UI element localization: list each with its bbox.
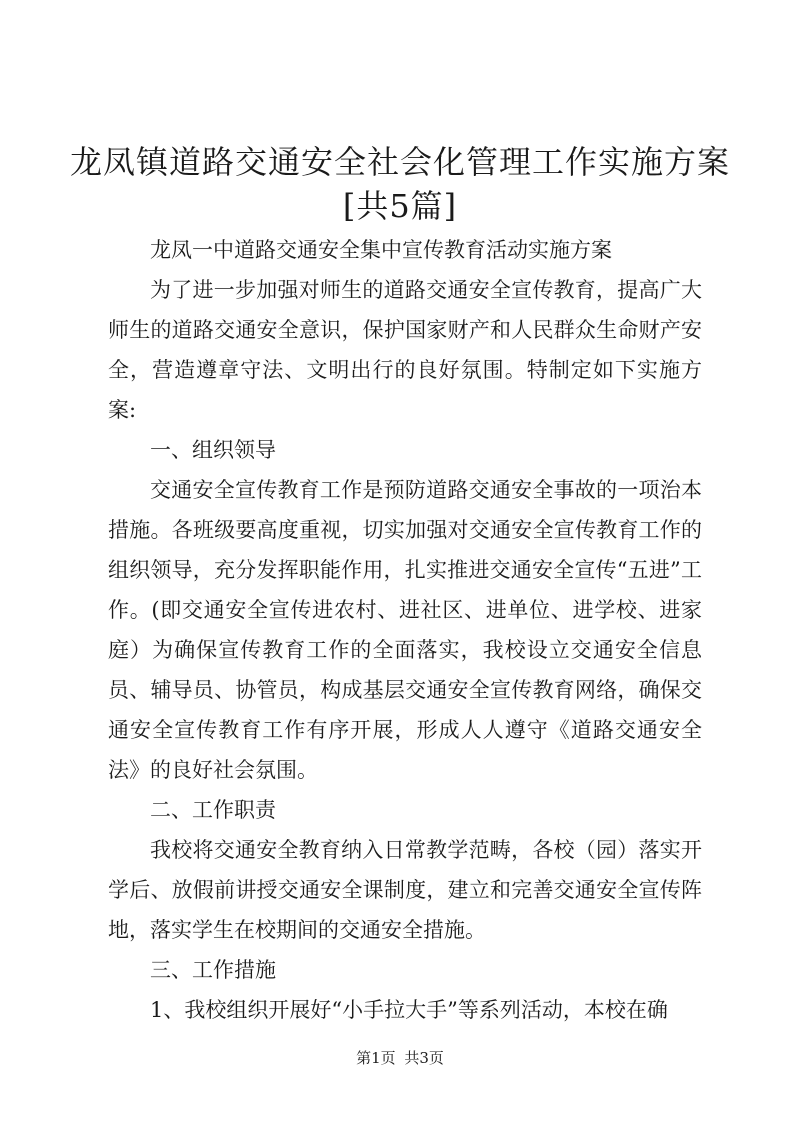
measures-paragraph: 1、我校组织开展好“小手拉大手”等系列活动，本校在确 [150, 998, 668, 1022]
document-body [108, 230, 702, 1030]
page-number: 第1页 [356, 1049, 396, 1067]
document-title-line1: 龙凤镇道路交通安全社会化管理工作实施方案 [69, 143, 730, 181]
section-heading-measures: 三、工作措施 [150, 958, 276, 982]
document-title-line2: [共5篇] [342, 187, 458, 225]
page-footer [0, 1048, 800, 1068]
subtitle-paragraph: 龙凤一中道路交通安全集中宣传教育活动实施方案 [150, 238, 612, 262]
organization-paragraph: 交通安全宣传教育工作是预防道路交通安全事故的一项治本措施。各班级要高度重视，切实加强对交通安全宣传教育工作的组织领导，充分发挥职能作用，扎实推进交通安全宣传“五进”工作。(即交通安全宣传进农村、进社区、进单位、进学校、进家庭）为确保宣传教育工作的全面落实，我校设立交通安全信息员、辅导员、协管员，构成基层交通安全宣传教育网络，确保交通安全宣传教育工作有序开展，形成人人遵守《道路交通安全法》的良好社会氛围。 [108, 478, 702, 782]
section-heading-duties: 二、工作职责 [150, 798, 276, 822]
intro-paragraph: 为了进一步加强对师生的道路交通安全宣传教育，提高广大师生的道路交通安全意识，保护国家财产和人民群众生命财产安全，营造遵章守法、文明出行的良好氛围。特制定如下实施方案: [108, 278, 702, 422]
duties-paragraph: 我校将交通安全教育纳入日常教学范畴，各校（园）落实开学后、放假前讲授交通安全课制度，建立和完善交通安全宣传阵地，落实学生在校期间的交通安全措施。 [108, 838, 702, 942]
section-heading-organization: 一、组织领导 [150, 438, 276, 462]
page-total: 共3页 [404, 1049, 444, 1067]
